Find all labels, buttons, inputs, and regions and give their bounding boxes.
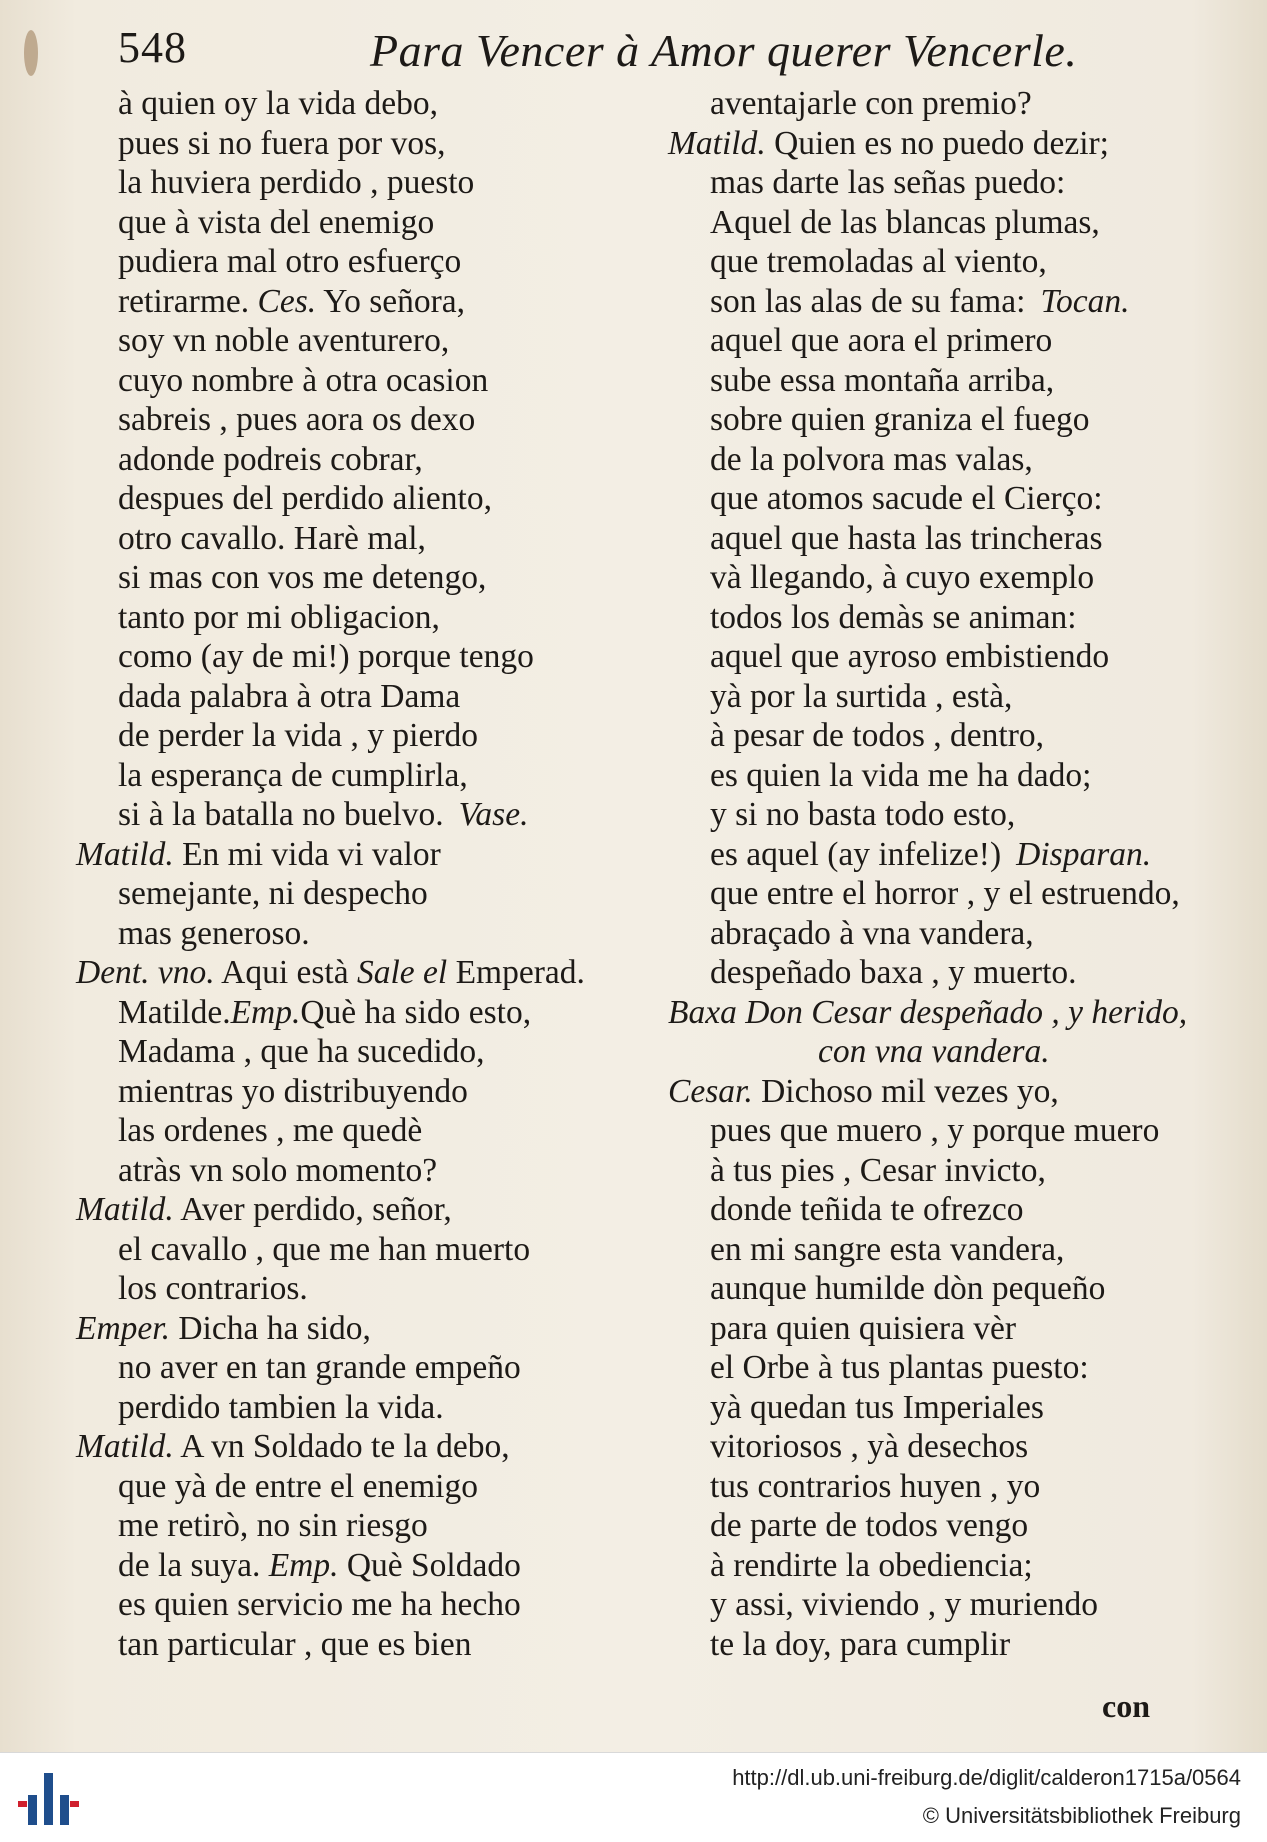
verse-text: Emperad. [447,954,585,991]
verse-text: como (ay de mi!) porque tengo [118,638,534,675]
viewer-footer [0,1752,1267,1842]
verse-line [76,1348,656,1388]
verse-text: à quien oy la vida debo, [118,85,439,122]
verse-line [76,1309,656,1349]
verse-line [76,1585,656,1625]
verse-text: si mas con vos me detengo, [118,559,487,596]
verse-text: yà por la surtida , està, [710,677,1013,715]
verse-text: no aver en tan grande empeño [118,1349,521,1386]
verse-text: me retirò, no sin riesgo [118,1507,428,1544]
verse-line [76,400,656,440]
verse-text: pues si no fuera por vos, [118,124,446,162]
verse-line [76,795,656,835]
verse-text: mas darte las señas puedo: [710,164,1066,201]
verse-text: de la polvora mas valas, [710,440,1033,478]
verse-text: otro cavallo. Harè mal, [118,519,426,557]
verse-line [76,124,656,164]
verse-text: de perder la vida , y pierdo [118,717,478,754]
verse-text: Quien es no puedo dezir; [765,124,1109,162]
verse-text: en mi sangre esta vandera, [710,1230,1065,1268]
speaker-name: Ces. [257,282,317,320]
verse-text: son las alas de su fama: [710,282,1026,320]
verse-line [76,479,656,519]
verse-text: te la doy, para cumplir [710,1625,1011,1663]
verse-line [668,1546,1238,1586]
verse-text: todos los demàs se animan: [710,598,1077,636]
verse-text: Dicha ha sido, [169,1309,371,1347]
verse-text: vitoriosos , yà desechos [710,1428,1029,1465]
verse-text: Què ha sido esto, [300,993,532,1031]
verse-text: mientras yo distribuyendo [118,1072,468,1110]
verse-line [76,1427,656,1467]
verse-text: En mi vida vi valor [173,835,441,873]
stage-direction: con vna vandera. [818,1033,1050,1070]
verse-line [76,1111,656,1151]
verse-line [668,914,1238,954]
verse-line [668,677,1238,717]
verse-line [668,716,1238,756]
verse-line [76,716,656,756]
verse-text: despues del perdido aliento, [118,480,492,517]
verse-line [668,558,1238,598]
verse-text: es quien servicio me ha hecho [118,1586,521,1623]
verse-line [668,1427,1238,1467]
verse-text: aventajarle con premio? [710,85,1032,122]
verse-line [668,993,1238,1033]
verse-line [668,242,1238,282]
verse-line [668,84,1238,124]
verse-line [668,124,1238,164]
verse-line [76,1032,656,1072]
verse-text: soy vn noble aventurero, [118,322,450,359]
verse-line [668,203,1238,243]
verse-line [668,1625,1238,1665]
speaker-name: Matild. [76,1191,174,1228]
speaker-name: Emp. [268,1546,339,1584]
speaker-name: Emp. [230,993,301,1031]
verse-line [668,953,1238,993]
verse-text: cuyo nombre à otra ocasion [118,361,489,399]
verse-text: à tus pies , Cesar invicto, [710,1151,1046,1189]
verse-line [76,1230,656,1270]
verse-text: Matilde. [118,993,231,1031]
catchword: con [1102,1688,1150,1724]
verse-line [76,519,656,559]
verse-line [668,1269,1238,1309]
verse-text: A vn Soldado te la debo, [173,1428,510,1465]
verse-line [668,1190,1238,1230]
verse-line [76,993,656,1033]
speaker-name: Matild. [668,124,766,162]
running-title: Para Vencer à Amor querer Vencerle. [370,25,1078,76]
verse-text: que yà de entre el enemigo [118,1467,478,1505]
verse-text: para quien quisiera vèr [710,1309,1017,1347]
verse-text: donde teñida te ofrezco [710,1191,1024,1228]
verse-line [76,440,656,480]
verse-text: mas generoso. [118,914,310,952]
verse-line [76,1072,656,1112]
copyright-notice: © Universitätsbibliothek Freiburg [922,1803,1241,1828]
verse-line [76,242,656,282]
verse-text: si à la batalla no buelvo. [118,796,444,833]
verse-line [668,1585,1238,1625]
speaker-name: Cesar. [668,1072,753,1110]
verse-text: adonde podreis cobrar, [118,440,423,478]
verse-text: que atomos sacude el Cierço: [710,480,1103,517]
verse-line [76,1190,656,1230]
verse-text: pues que muero , y porque muero [710,1112,1160,1149]
verse-line [668,795,1238,835]
verse-text: perdido tambien la vida. [118,1388,444,1426]
verse-text: tan particular , que es bien [118,1625,472,1663]
stage-direction: Baxa Don Cesar despeñado , y herido, [668,993,1188,1031]
verse-text: dada palabra à otra Dama [118,677,461,715]
verse-text: que à vista del enemigo [118,203,435,241]
verse-line [668,1072,1238,1112]
speaker-name: Dent. vno. [76,954,215,991]
verse-line [668,1309,1238,1349]
verse-line [668,874,1238,914]
verse-text: Yo señora, [316,282,466,320]
verse-line [668,1151,1238,1191]
verse-line [76,953,656,993]
verse-text: las ordenes , me quedè [118,1112,423,1149]
verse-text: despeñado baxa , y muerto. [710,954,1077,991]
verse-text: sabreis , pues aora os dexo [118,401,476,438]
verse-line [668,1032,1238,1072]
verse-line [668,400,1238,440]
verse-line [76,598,656,638]
verse-line [668,1111,1238,1151]
document-url-link[interactable]: http://dl.ub.uni-freiburg.de/diglit/calderon1715a/0564 [732,1765,1241,1790]
verse-text: retirarme. [118,282,258,320]
verse-text: y si no basta todo esto, [710,796,1016,833]
verse-text: semejante, ni despecho [118,875,428,912]
speaker-name: Emper. [76,1309,170,1347]
verse-line [76,321,656,361]
page-edge-stain [24,30,38,76]
verse-line [76,1467,656,1507]
verse-text: Aquel de las blancas plumas, [710,203,1100,241]
verse-text: tanto por mi obligacion, [118,598,440,636]
verse-line [668,519,1238,559]
verse-line [668,835,1238,875]
stage-direction: Sale el [356,954,448,991]
verse-line [668,756,1238,796]
left-text-column [76,84,656,1664]
verse-line [76,163,656,203]
verse-line [76,874,656,914]
verse-text: Aqui està [214,954,357,991]
stage-direction: Tocan. [1040,282,1130,320]
library-logo-icon [18,1771,80,1827]
verse-line [76,756,656,796]
verse-text: Què Soldado [338,1546,521,1584]
verse-line [76,282,656,322]
verse-text: es quien la vida me ha dado; [710,756,1092,794]
verse-text: aunque humilde dòn pequeño [710,1270,1106,1307]
speaker-name: Matild. [76,1428,174,1465]
verse-text: de la suya. [118,1546,269,1584]
verse-text: la esperança de cumplirla, [118,756,468,794]
verse-line [668,163,1238,203]
verse-text: aquel que aora el primero [710,322,1053,359]
verse-line [76,1151,656,1191]
verse-text: que tremoladas al viento, [710,243,1047,280]
verse-line [76,361,656,401]
verse-line [668,637,1238,677]
verse-line [76,637,656,677]
verse-line [668,1467,1238,1507]
verse-text: và llegando, à cuyo exemplo [710,559,1095,596]
verse-line [76,914,656,954]
verse-text: Aver perdido, señor, [173,1191,452,1228]
verse-line [76,1506,656,1546]
verse-line [668,1348,1238,1388]
verse-text: sube essa montaña arriba, [710,361,1055,399]
stage-direction: Disparan. [1016,835,1152,873]
verse-line [76,1625,656,1665]
verse-line [668,598,1238,638]
verse-line [668,1230,1238,1270]
verse-text: Dichoso mil vezes yo, [752,1072,1059,1110]
verse-line [668,1388,1238,1428]
verse-text: à pesar de todos , dentro, [710,717,1044,754]
verse-text: à rendirte la obediencia; [710,1546,1033,1584]
verse-text: que entre el horror , y el estruendo, [710,875,1180,912]
verse-line [76,203,656,243]
verse-line [76,1269,656,1309]
verse-text: sobre quien graniza el fuego [710,401,1090,438]
verse-text: de parte de todos vengo [710,1507,1029,1544]
stage-direction: Vase. [458,796,529,833]
verse-text: es aquel (ay infelize!) [710,835,1002,873]
page-number: 548 [118,23,187,72]
verse-line [668,282,1238,322]
verse-text: el cavallo , que me han muerto [118,1230,531,1268]
verse-line [76,84,656,124]
verse-line [668,479,1238,519]
verse-text: aquel que ayroso embistiendo [710,638,1110,675]
verse-text: yà quedan tus Imperiales [710,1388,1044,1426]
verse-text: el Orbe à tus plantas puesto: [710,1349,1089,1386]
verse-text: abraçado à vna vandera, [710,914,1034,952]
verse-line [668,440,1238,480]
verse-line [668,361,1238,401]
right-text-column [668,84,1238,1664]
verse-text: la huviera perdido , puesto [118,164,475,201]
verse-text: tus contrarios huyen , yo [710,1467,1041,1505]
verse-text: atràs vn solo momento? [118,1151,438,1189]
verse-line [668,321,1238,361]
verse-line [76,835,656,875]
verse-line [76,677,656,717]
verse-line [76,1388,656,1428]
verse-line [76,558,656,598]
verse-text: pudiera mal otro esfuerço [118,243,462,280]
verse-text: y assi, viviendo , y muriendo [710,1586,1098,1623]
verse-text: los contrarios. [118,1270,308,1307]
verse-line [76,1546,656,1586]
speaker-name: Matild. [76,835,174,873]
verse-text: aquel que hasta las trincheras [710,519,1103,557]
verse-line [668,1506,1238,1546]
verse-text: Madama , que ha sucedido, [118,1033,485,1070]
